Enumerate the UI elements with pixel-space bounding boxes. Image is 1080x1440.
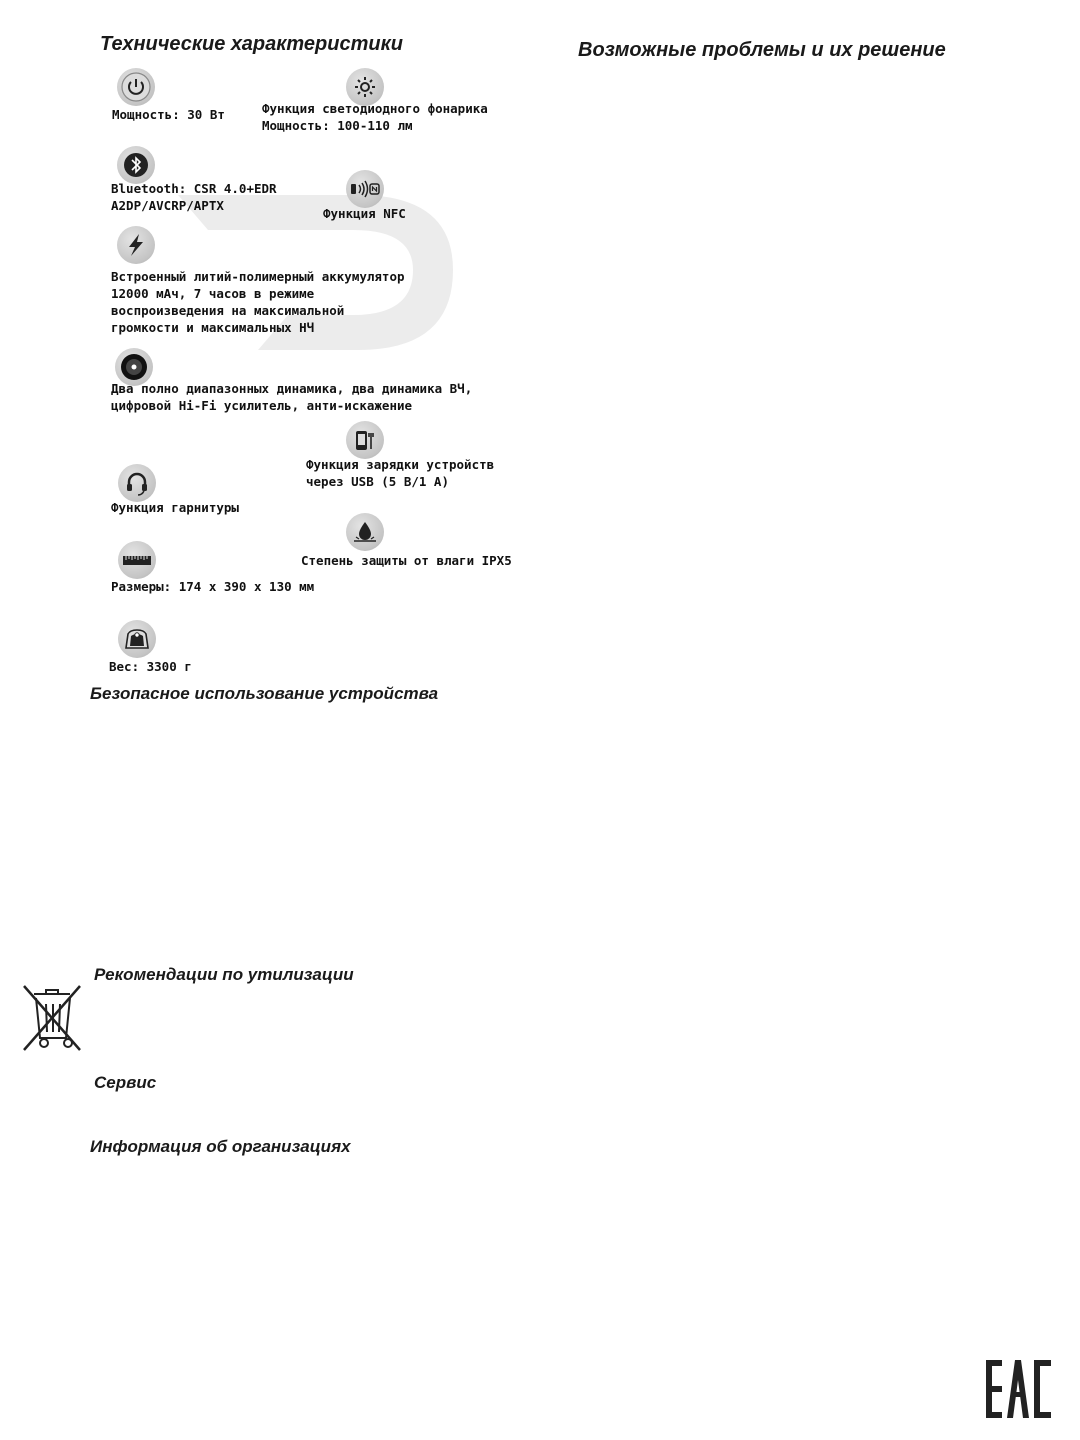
spec-bluetooth-line2: A2DP/AVCRP/APTX: [111, 198, 224, 213]
spec-power: Мощность: 30 Вт: [112, 107, 225, 122]
spec-battery-line3: воспроизведения на максимальной: [111, 303, 345, 318]
crossed-bin-icon: [20, 982, 84, 1054]
recycling-heading: Рекомендации по утилизации: [94, 965, 354, 984]
spec-ipx: Степень защиты от влаги IPX5: [301, 553, 512, 568]
usb-charging-icon: [346, 421, 384, 459]
spec-speakers-line1: Два полно диапазонных динамика, два динамика ВЧ,: [111, 381, 473, 396]
spec-battery-line2: 12000 мАч, 7 часов в режиме: [111, 286, 315, 301]
spec-usb-line1: Функция зарядки устройств: [306, 457, 495, 472]
power-icon: [117, 68, 155, 106]
specs-heading: Технические характеристики: [100, 33, 403, 55]
nfc-icon: [346, 170, 384, 208]
ruler-icon: [118, 541, 156, 579]
spec-flashlight-line1: Функция светодиодного фонарика: [262, 101, 488, 116]
weight-scale-icon: [118, 620, 156, 658]
spec-usb-line2: через USB (5 В/1 А): [306, 474, 449, 489]
eac-mark: [984, 1358, 1054, 1420]
spec-weight: Вес: 3300 г: [109, 659, 192, 674]
water-drop-icon: [346, 513, 384, 551]
spec-battery-line4: громкости и максимальных НЧ: [111, 320, 315, 335]
safe-use-heading: Безопасное использование устройства: [90, 684, 439, 703]
troubleshooting-heading: Возможные проблемы и их решение: [578, 39, 946, 61]
bluetooth-icon: [117, 146, 155, 184]
spec-speakers-line2: цифровой Hi-Fi усилитель, анти-искажение: [111, 398, 413, 413]
spec-nfc: Функция NFC: [323, 206, 406, 221]
battery-bolt-icon: [117, 226, 155, 264]
spec-flashlight-line2: Мощность: 100-110 лм: [262, 118, 413, 133]
spec-headset: Функция гарнитуры: [111, 500, 239, 515]
organizations-heading: Информация об организациях: [90, 1137, 351, 1156]
spec-battery-line1: Встроенный литий-полимерный аккумулятор: [111, 269, 405, 284]
spec-bluetooth-line1: Bluetooth: CSR 4.0+EDR: [111, 181, 277, 196]
spec-dimensions: Размеры: 174 x 390 x 130 мм: [111, 579, 315, 594]
headset-icon: [118, 464, 156, 502]
service-heading: Сервис: [94, 1073, 157, 1092]
